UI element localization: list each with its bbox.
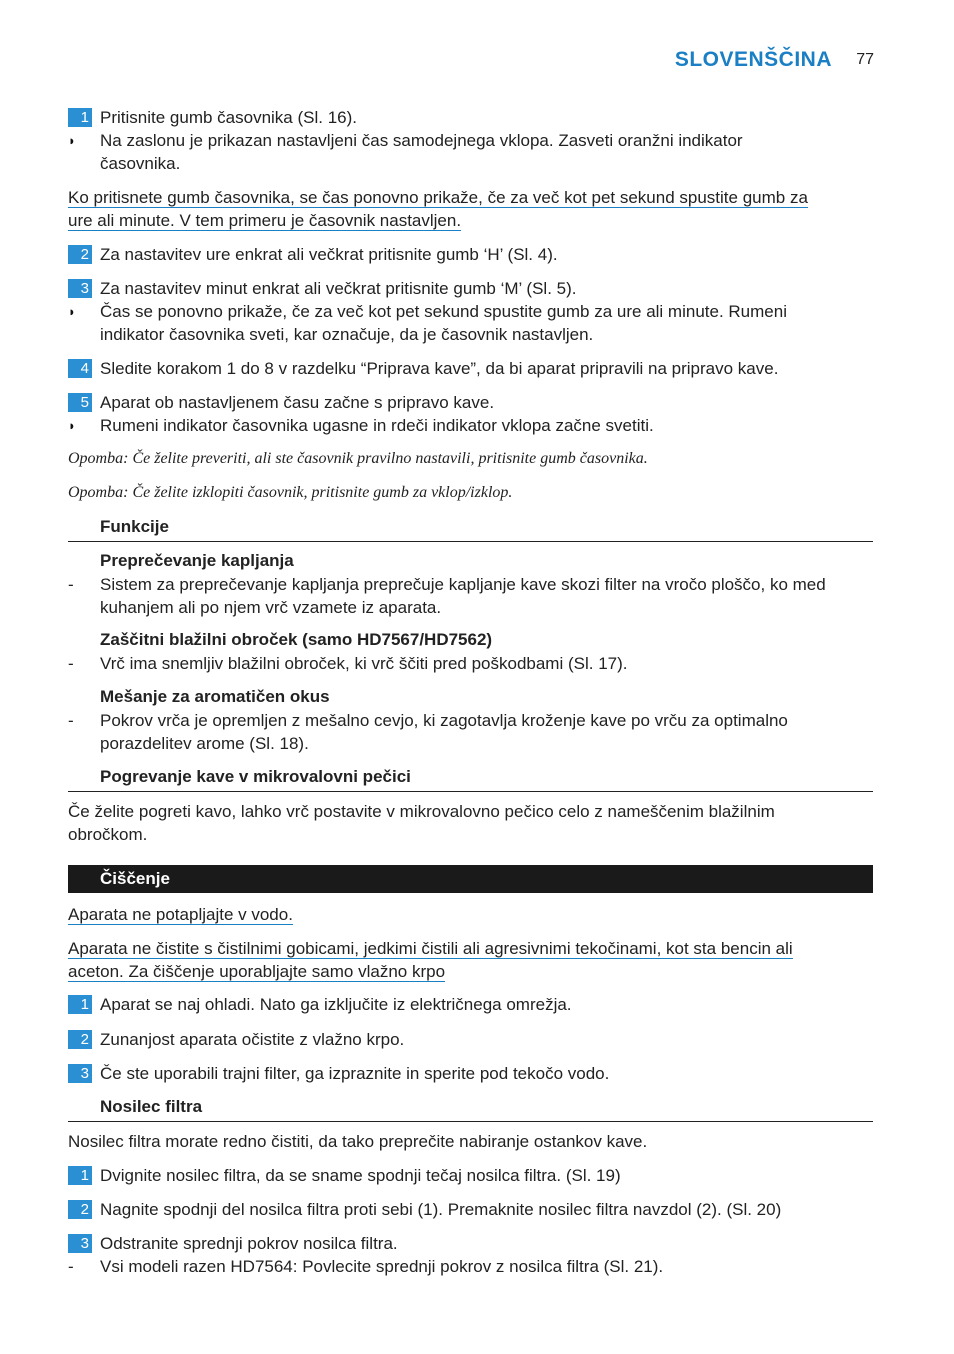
protective-ring-text: Vrč ima snemljiv blažilni obroček, ki vrč ščiti pred poškodbami (Sl. 17).	[100, 654, 628, 673]
dash-bullet: -	[68, 575, 74, 594]
filter-holder-title: Nosilec filtra	[100, 1097, 203, 1116]
drip-stop-title: Preprečevanje kapljanja	[100, 551, 294, 570]
timer-result-1-line1: Na zaslonu je prikazan nastavljeni čas samodejnega vklopa. Zasveti oranžni indikator	[100, 131, 743, 150]
step-number-4: 4	[68, 359, 92, 378]
step-number-2: 2	[68, 1030, 92, 1049]
cleaning-warning-2-line1: Aparata ne čistite s čistilnimi gobicami, jedkimi čistili ali agresivnimi tekočinami, kot sta bencin ali	[68, 939, 793, 958]
timer-result-3-line2: indikator časovnika sveti, kar označuje, da je časovnik nastavljen.	[100, 325, 594, 344]
divider	[68, 791, 873, 792]
drip-stop-text-line2: kuhanjem ali po njem vrč vzamete iz aparata.	[100, 598, 442, 617]
divider	[68, 541, 873, 542]
note-check-timer: Opomba: Če želite preveriti, ali ste časovnik pravilno nastavili, pritisnite gumb časovnika.	[68, 450, 648, 467]
cleaning-step-1: Aparat se naj ohladi. Nato ga izključite iz električnega omrežja.	[100, 995, 572, 1014]
filter-holder-note: Vsi modeli razen HD7564: Povlecite sprednji pokrov z nosilca filtra (Sl. 21).	[100, 1257, 664, 1276]
filter-holder-intro: Nosilec filtra morate redno čistiti, da tako preprečite nabiranje ostankov kave.	[68, 1132, 648, 1151]
filter-holder-step-3: Odstranite sprednji pokrov nosilca filtra.	[100, 1234, 398, 1253]
aroma-mixing-title: Mešanje za aromatičen okus	[100, 687, 330, 706]
cleaning-step-3: Če ste uporabili trajni filter, ga izpraznite in sperite pod tekočo vodo.	[100, 1064, 610, 1083]
dash-bullet: -	[68, 1257, 74, 1276]
timer-step-2: Za nastavitev ure enkrat ali večkrat pritisnite gumb ‘H’ (Sl. 4).	[100, 245, 558, 264]
timer-result-5: Rumeni indikator časovnika ugasne in rdeči indikator vklopa začne svetiti.	[100, 416, 654, 435]
note-switch-off-timer: Opomba: Če želite izklopiti časovnik, pritisnite gumb za vklop/izklop.	[68, 484, 513, 501]
step-number-1: 1	[68, 1166, 92, 1185]
dash-bullet: -	[68, 654, 74, 673]
microwave-text-line1: Če želite pogreti kavo, lahko vrč postavite v mikrovalovno pečico celo z nameščenim blažilnim	[68, 802, 775, 821]
microwave-title: Pogrevanje kave v mikrovalovni pečici	[100, 767, 411, 786]
result-arrow-icon: ◗	[68, 304, 76, 319]
step-number-1: 1	[68, 108, 92, 127]
cleaning-warning-1: Aparata ne potapljajte v vodo.	[68, 905, 293, 924]
protective-ring-title: Zaščitni blažilni obroček (samo HD7567/HD7562)	[100, 630, 493, 649]
timer-warning-line2: ure ali minute. V tem primeru je časovnik nastavljen.	[68, 211, 462, 230]
result-arrow-icon: ◗	[68, 418, 76, 433]
timer-result-3-line1: Čas se ponovno prikaže, če za več kot pet sekund spustite gumb za ure ali minute. Rumeni	[100, 302, 787, 321]
cleaning-warning-2-line2: aceton. Za čiščenje uporabljajte samo vlažno krpo	[68, 962, 446, 981]
filter-holder-step-1: Dvignite nosilec filtra, da se sname spodnji tečaj nosilca filtra. (Sl. 19)	[100, 1166, 621, 1185]
step-number-2: 2	[68, 245, 92, 264]
divider	[68, 1121, 873, 1122]
section-title-cleaning: Čiščenje	[100, 869, 170, 888]
timer-step-5: Aparat ob nastavljenem času začne s pripravo kave.	[100, 393, 495, 412]
step-number-5: 5	[68, 393, 92, 412]
timer-warning-line1: Ko pritisnete gumb časovnika, se čas ponovno prikaže, če za več kot pet sekund spustite gumb za	[68, 188, 808, 207]
page-number: 77	[856, 51, 874, 68]
microwave-text-line2: obročkom.	[68, 825, 148, 844]
aroma-mixing-text-line1: Pokrov vrča je opremljen z mešalno cevjo, ki zagotavlja kroženje kave po vrču za optimalno	[100, 711, 788, 730]
step-number-3: 3	[68, 1234, 92, 1253]
drip-stop-text-line1: Sistem za preprečevanje kapljanja preprečuje kapljanje kave skozi filter na vročo ploščo, ko med	[100, 575, 826, 594]
language-title: SLOVENŠČINA	[674, 48, 832, 71]
aroma-mixing-text-line2: porazdelitev arome (Sl. 18).	[100, 734, 309, 753]
timer-result-1-line2: časovnika.	[100, 154, 181, 173]
cleaning-step-2: Zunanjost aparata očistite z vlažno krpo.	[100, 1030, 405, 1049]
step-number-1: 1	[68, 995, 92, 1014]
step-number-3: 3	[68, 1064, 92, 1083]
step-number-2: 2	[68, 1200, 92, 1219]
filter-holder-step-2: Nagnite spodnji del nosilca filtra proti sebi (1). Premaknite nosilec filtra navzdol (2). (Sl. 20)	[100, 1200, 782, 1219]
section-header-cleaning	[68, 865, 873, 893]
timer-step-4: Sledite korakom 1 do 8 v razdelku “Priprava kave”, da bi aparat pripravili na pripravo kave.	[100, 359, 779, 378]
dash-bullet: -	[68, 711, 74, 730]
result-arrow-icon: ◗	[68, 133, 76, 148]
step-number-3: 3	[68, 279, 92, 298]
timer-step-1: Pritisnite gumb časovnika (Sl. 16).	[100, 108, 357, 127]
timer-step-3: Za nastavitev minut enkrat ali večkrat pritisnite gumb ‘M’ (Sl. 5).	[100, 279, 577, 298]
section-heading-features: Funkcije	[100, 517, 169, 536]
